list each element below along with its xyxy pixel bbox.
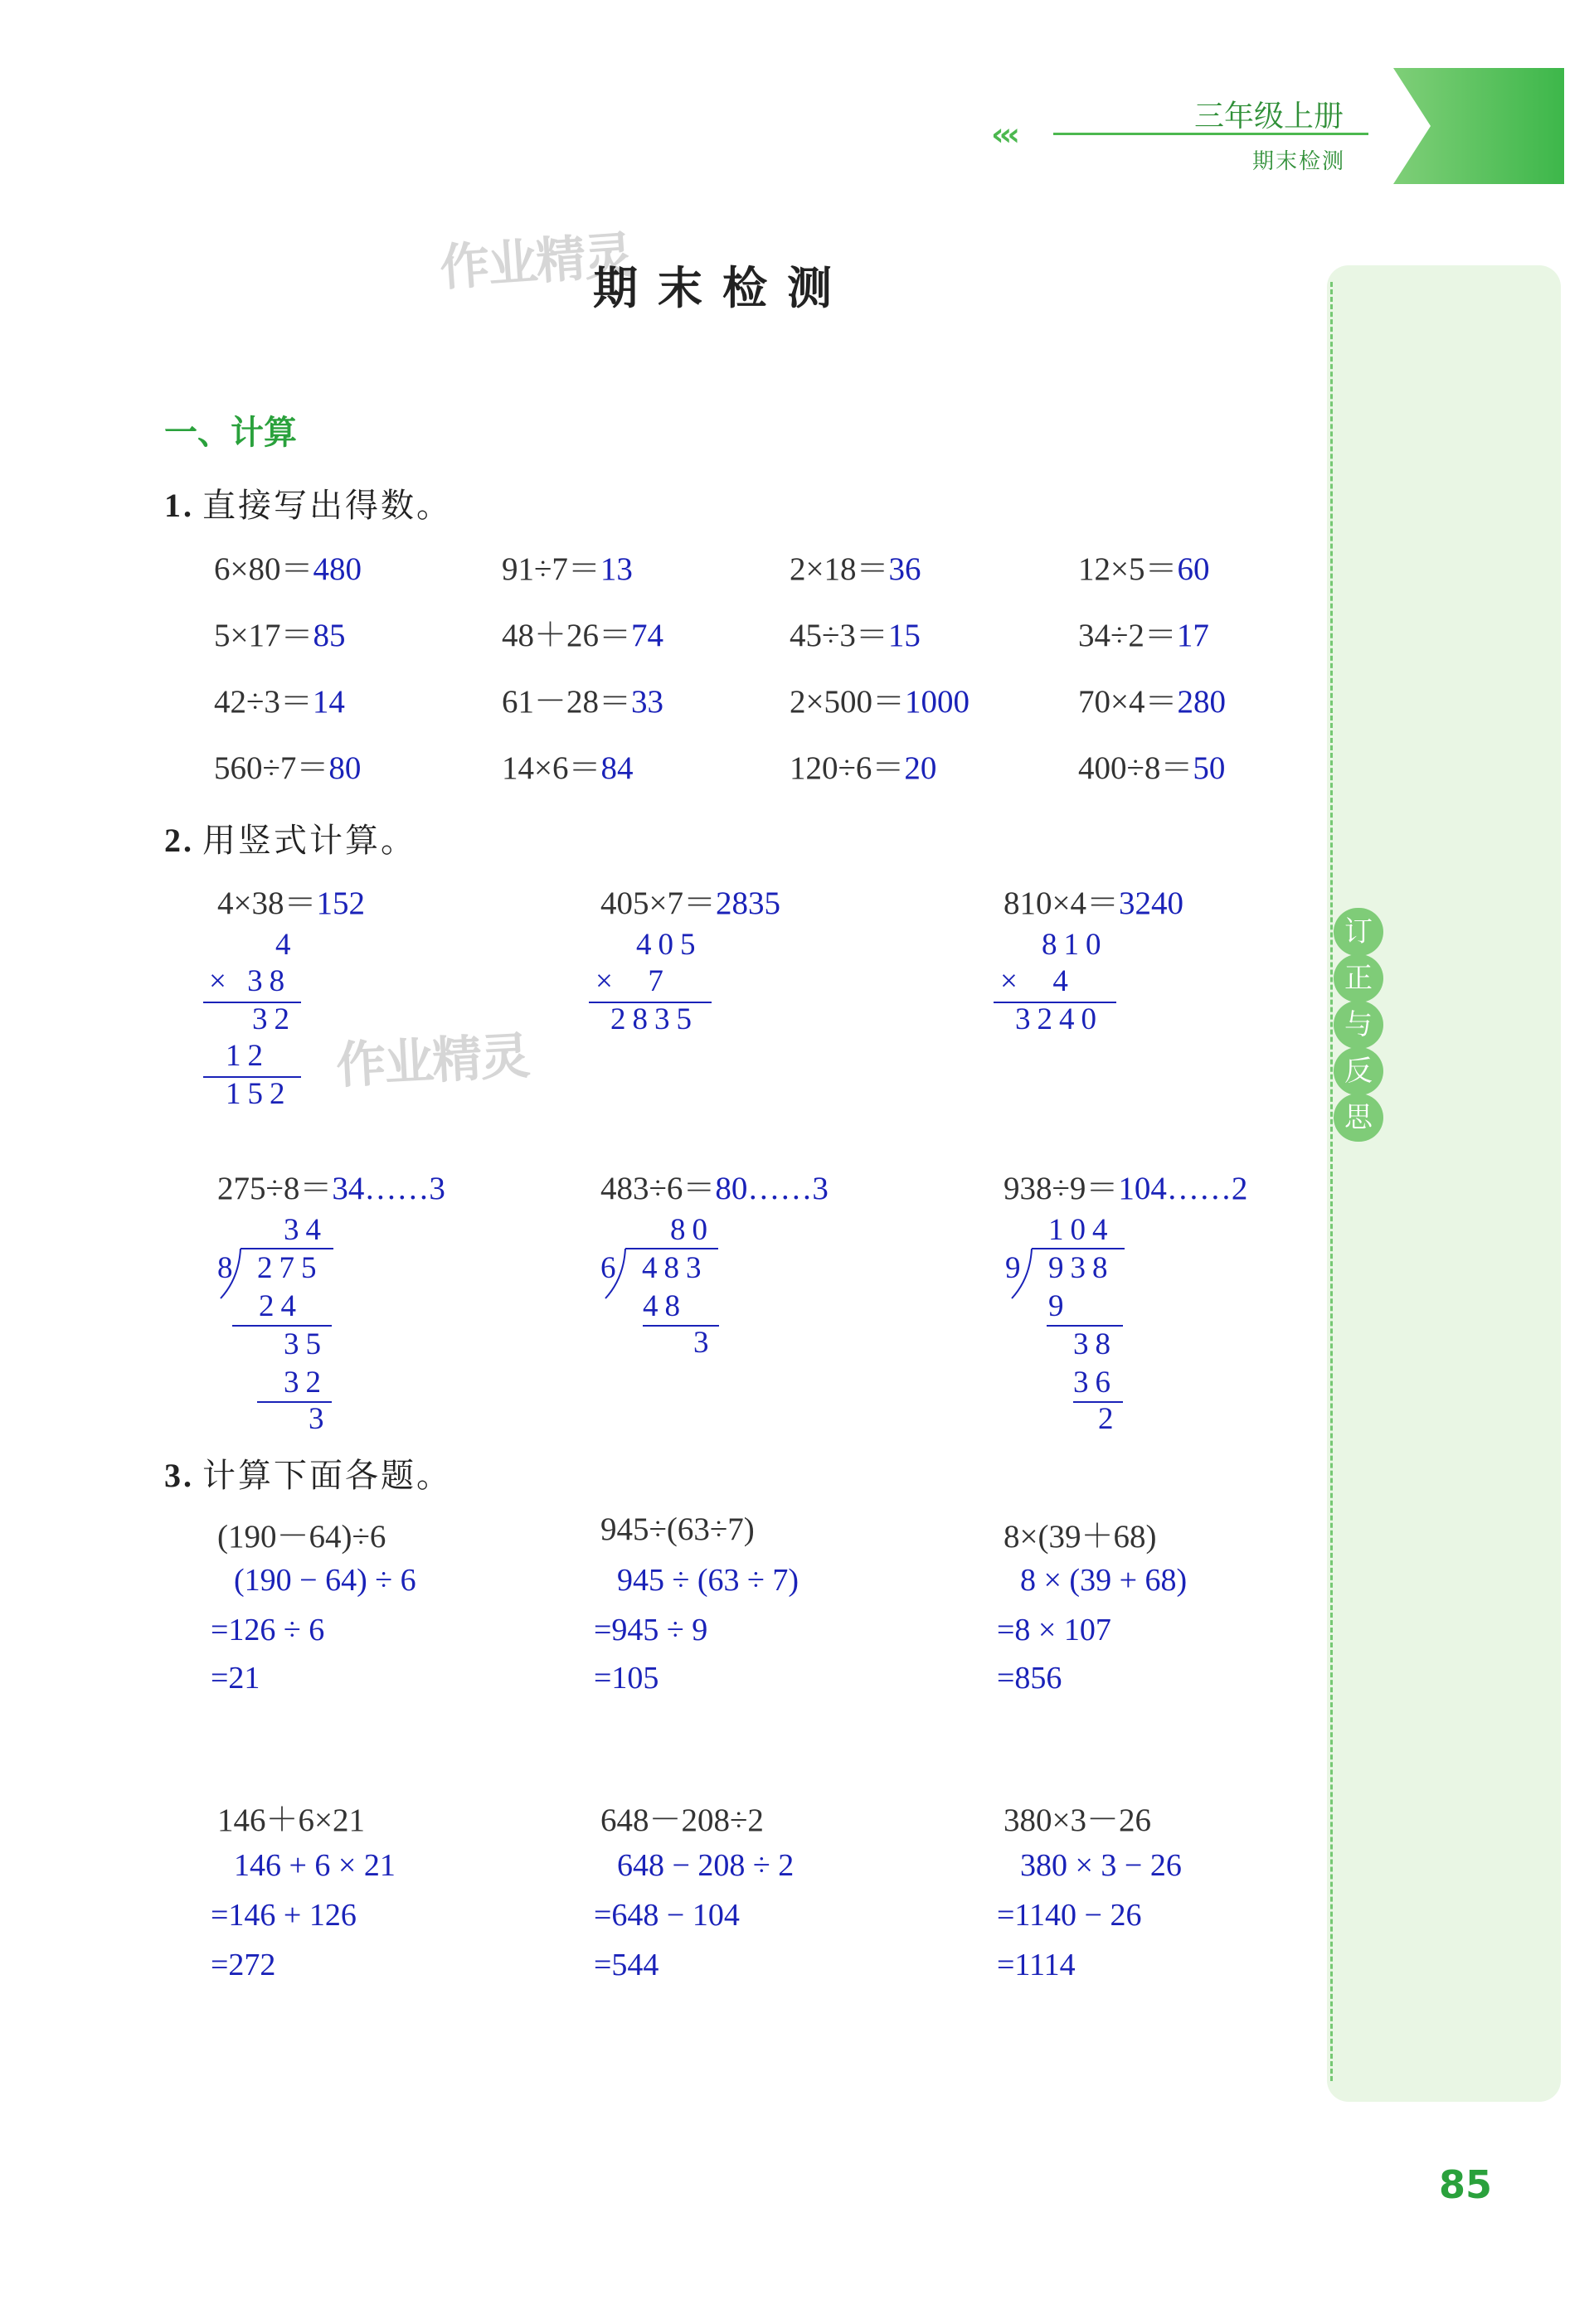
expression: 70×4＝ bbox=[1078, 684, 1178, 720]
mental-math-item bbox=[1078, 609, 1209, 656]
answer: 36 bbox=[888, 551, 921, 587]
expression: 5×17＝ bbox=[214, 618, 313, 653]
expression: 275÷8＝ bbox=[217, 1171, 333, 1206]
answer: 480 bbox=[313, 551, 362, 587]
expression: 810×4＝ bbox=[1004, 885, 1119, 921]
multiplication-problem bbox=[600, 877, 780, 924]
division-problem bbox=[1004, 1162, 1247, 1209]
answer: 34……3 bbox=[332, 1171, 445, 1206]
solution-step: =8 × 107 bbox=[997, 1613, 1111, 1647]
remainder: 3 bbox=[309, 1402, 331, 1436]
expression: 61－28＝ bbox=[502, 684, 632, 720]
solution-step: =146 + 126 bbox=[211, 1898, 357, 1933]
watermark: 作业精灵 bbox=[334, 1026, 530, 1096]
division-step: 48 bbox=[643, 1289, 687, 1323]
divisor: 9 bbox=[1005, 1251, 1028, 1285]
side-char: 正 bbox=[1334, 954, 1383, 1002]
question-1-heading bbox=[164, 479, 452, 526]
solution-step: =945 ÷ 9 bbox=[594, 1613, 708, 1647]
answer: 84 bbox=[600, 750, 634, 786]
division-step: 24 bbox=[259, 1289, 303, 1323]
section-heading: 一、计算 bbox=[164, 414, 297, 452]
quotient: 80 bbox=[670, 1213, 714, 1247]
division-problem bbox=[217, 1162, 445, 1209]
mental-math-item bbox=[502, 742, 634, 788]
mental-math-item bbox=[502, 676, 663, 722]
expression: 45÷3＝ bbox=[790, 618, 888, 653]
question-text: 计算下面各题。 bbox=[202, 1457, 452, 1495]
expression: 14×6＝ bbox=[502, 750, 601, 786]
question-number: 3. bbox=[164, 1457, 194, 1494]
partial-product: 12 bbox=[226, 1039, 270, 1073]
correction-panel bbox=[1327, 265, 1561, 2102]
division-problem bbox=[600, 1162, 829, 1209]
solution-result: =272 bbox=[211, 1948, 276, 1982]
solution-step: 8 × (39 + 68) bbox=[1020, 1563, 1188, 1598]
answer: 3240 bbox=[1119, 885, 1183, 921]
expression: 42÷3＝ bbox=[214, 684, 313, 720]
answer: 280 bbox=[1177, 684, 1226, 720]
answer: 60 bbox=[1177, 551, 1210, 587]
mental-math-item bbox=[790, 742, 936, 788]
mental-math-item bbox=[214, 609, 346, 656]
answer: 74 bbox=[631, 618, 664, 653]
header-grade: 三年级上册 bbox=[1194, 99, 1344, 133]
expression: 2×18＝ bbox=[790, 551, 889, 587]
answer: 20 bbox=[904, 750, 937, 786]
vertical-top: 4 bbox=[275, 928, 298, 962]
side-char: 订 bbox=[1334, 908, 1383, 956]
mixed-expression: 648－208÷2 bbox=[600, 1802, 764, 1838]
mental-math-item bbox=[214, 676, 345, 722]
multiplication-problem bbox=[217, 877, 365, 924]
expression: 120÷6＝ bbox=[790, 750, 905, 786]
solution-step: =648 − 104 bbox=[594, 1898, 740, 1933]
page-number: 85 bbox=[1439, 2162, 1493, 2207]
solution-step: (190 − 64) ÷ 6 bbox=[234, 1563, 416, 1598]
vertical-multiplier: × 7 bbox=[595, 964, 670, 998]
side-char: 与 bbox=[1334, 1001, 1383, 1049]
answer: 104……2 bbox=[1118, 1171, 1248, 1206]
solution-step: 648 − 208 ÷ 2 bbox=[617, 1848, 795, 1883]
expression: 48＋26＝ bbox=[502, 618, 632, 653]
mental-math-item bbox=[1078, 742, 1225, 788]
question-2-heading bbox=[164, 814, 416, 861]
dividend: 483 bbox=[642, 1251, 708, 1285]
solution-result: =21 bbox=[211, 1661, 260, 1696]
mental-math-item bbox=[790, 543, 921, 589]
solution-result: =1114 bbox=[997, 1948, 1076, 1982]
mixed-expression: 8×(39＋68) bbox=[1004, 1519, 1157, 1555]
solution-result: =856 bbox=[997, 1661, 1062, 1696]
vertical-result: 2835 bbox=[610, 1002, 698, 1036]
solution-step: =126 ÷ 6 bbox=[211, 1613, 325, 1647]
vertical-top: 405 bbox=[636, 928, 702, 962]
dividend: 275 bbox=[257, 1251, 323, 1285]
answer: 80 bbox=[328, 750, 362, 786]
question-number: 2. bbox=[164, 822, 194, 859]
answer: 13 bbox=[600, 551, 633, 587]
vertical-multiplier: × 4 bbox=[1000, 964, 1075, 998]
mental-math-item bbox=[1078, 676, 1226, 722]
correction-label bbox=[1334, 908, 1387, 1140]
mental-math-item bbox=[214, 543, 362, 589]
mental-math-item bbox=[790, 609, 921, 656]
vertical-top: 810 bbox=[1042, 928, 1108, 962]
solution-step: 146 + 6 × 21 bbox=[234, 1848, 396, 1883]
expression: 2×500＝ bbox=[790, 684, 905, 720]
side-char: 思 bbox=[1334, 1094, 1383, 1142]
header-subtitle: 期末检测 bbox=[1252, 149, 1346, 174]
mental-math-item bbox=[1078, 543, 1210, 589]
division-step: 32 bbox=[284, 1366, 328, 1400]
vertical-multiplier: × 38 bbox=[209, 964, 292, 998]
side-char: 反 bbox=[1334, 1047, 1383, 1095]
expression: 405×7＝ bbox=[600, 885, 716, 921]
answer: 80……3 bbox=[715, 1171, 829, 1206]
expression: 4×38＝ bbox=[217, 885, 317, 921]
panel-dashed-line bbox=[1330, 282, 1333, 2081]
vertical-result: 152 bbox=[226, 1077, 292, 1111]
divisor: 8 bbox=[217, 1251, 240, 1285]
mental-math-item bbox=[502, 543, 633, 589]
page-title: 期末检测 bbox=[593, 261, 852, 314]
answer: 152 bbox=[316, 885, 365, 921]
mixed-expression: 945÷(63÷7) bbox=[600, 1511, 755, 1547]
answer: 15 bbox=[887, 618, 921, 653]
dividend: 938 bbox=[1048, 1251, 1115, 1285]
division-step: 9 bbox=[1048, 1289, 1071, 1323]
multiplication-problem bbox=[1004, 877, 1183, 924]
expression: 34÷2＝ bbox=[1078, 618, 1177, 653]
question-number: 1. bbox=[164, 487, 194, 524]
expression: 6×80＝ bbox=[214, 551, 313, 587]
answer: 50 bbox=[1193, 750, 1226, 786]
mixed-expression: (190－64)÷6 bbox=[217, 1519, 386, 1555]
answer: 33 bbox=[631, 684, 664, 720]
answer: 17 bbox=[1176, 618, 1209, 653]
expression: 91÷7＝ bbox=[502, 551, 600, 587]
question-3-heading bbox=[164, 1449, 452, 1497]
remainder: 2 bbox=[1098, 1402, 1120, 1436]
quotient: 34 bbox=[284, 1213, 328, 1247]
mental-math-item bbox=[502, 609, 663, 656]
division-step: 38 bbox=[1073, 1327, 1117, 1361]
remainder: 3 bbox=[693, 1326, 716, 1360]
expression: 483÷6＝ bbox=[600, 1171, 716, 1206]
division-step: 36 bbox=[1073, 1366, 1117, 1400]
mental-math-item bbox=[214, 742, 361, 788]
answer: 14 bbox=[312, 684, 345, 720]
answer: 2835 bbox=[716, 885, 780, 921]
solution-result: =544 bbox=[594, 1948, 659, 1982]
mixed-expression: 380×3－26 bbox=[1004, 1802, 1151, 1838]
mixed-expression: 146＋6×21 bbox=[217, 1802, 365, 1838]
expression: 938÷9＝ bbox=[1004, 1171, 1119, 1206]
solution-step: =1140 − 26 bbox=[997, 1898, 1142, 1933]
mental-math-item bbox=[790, 676, 970, 722]
question-text: 直接写出得数。 bbox=[202, 487, 452, 525]
division-step: 35 bbox=[284, 1327, 328, 1361]
question-text: 用竖式计算。 bbox=[202, 822, 416, 860]
divisor: 6 bbox=[600, 1251, 623, 1285]
partial-product: 32 bbox=[252, 1002, 296, 1036]
solution-step: 380 × 3 − 26 bbox=[1020, 1848, 1182, 1883]
chevrons-left-icon: ‹‹‹ bbox=[991, 116, 1015, 153]
solution-step: 945 ÷ (63 ÷ 7) bbox=[617, 1563, 799, 1598]
header-band bbox=[1393, 68, 1564, 184]
expression: 400÷8＝ bbox=[1078, 750, 1193, 786]
vertical-result: 3240 bbox=[1015, 1002, 1103, 1036]
expression: 12×5＝ bbox=[1078, 551, 1178, 587]
answer: 1000 bbox=[905, 684, 970, 720]
quotient: 104 bbox=[1048, 1213, 1115, 1247]
watermark: 作业精灵 bbox=[438, 226, 634, 298]
answer: 85 bbox=[313, 618, 346, 653]
solution-result: =105 bbox=[594, 1661, 659, 1696]
expression: 560÷7＝ bbox=[214, 750, 329, 786]
